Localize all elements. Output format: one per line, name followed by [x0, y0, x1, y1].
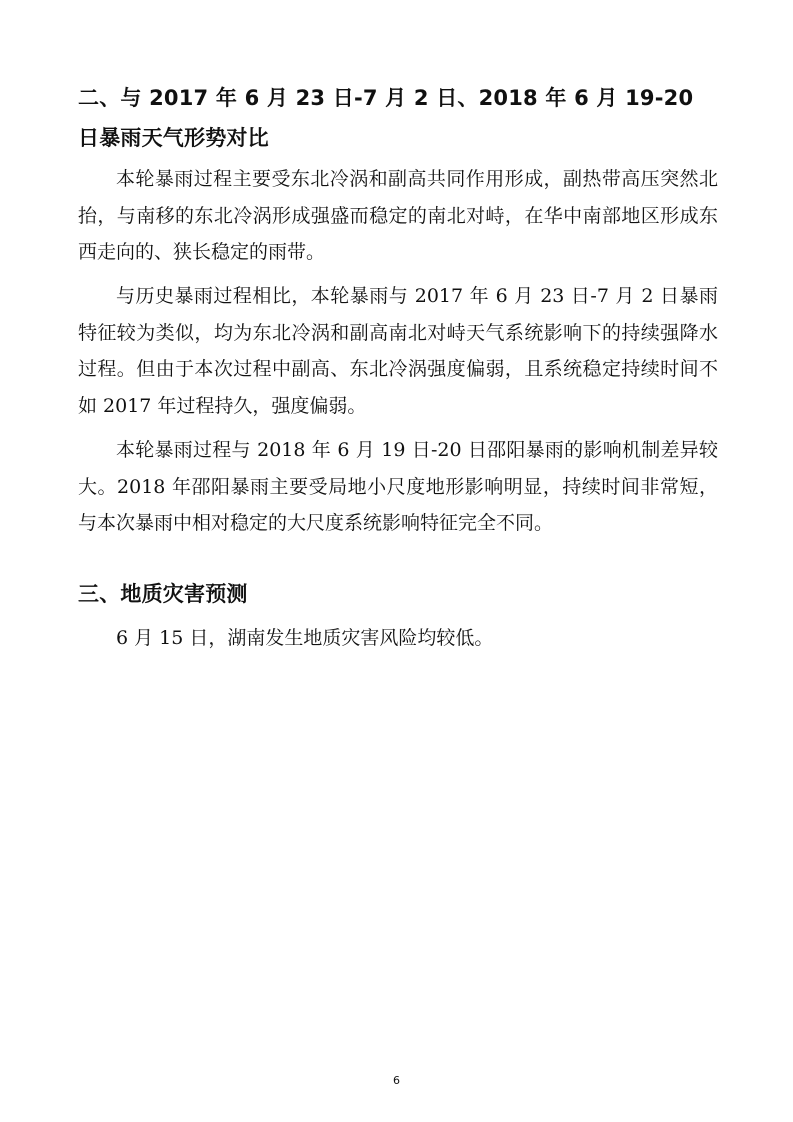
- section-two-paragraph-3: 本轮暴雨过程与 2018 年 6 月 19 日-20 日邵阳暴雨的影响机制差异较大。2018 年邵阳暴雨主要受局地小尺度地形影响明显，持续时间非常短，与本次暴雨中相对稳定的大尺度系统影响特征完全不同。: [78, 439, 718, 534]
- section-three-heading: 三、地质灾害预测: [78, 582, 248, 606]
- page-number: 6: [393, 1074, 400, 1087]
- section-two-paragraph-2: 与历史暴雨过程相比，本轮暴雨与 2017 年 6 月 23 日-7 月 2 日暴雨特征较为类似，均为东北冷涡和副高南北对峙天气系统影响下的持续强降水过程。但由于本次过程中副高、东北冷涡强度偏弱，且系统稳定持续时间不如 2017 年过程持久，强度偏弱。: [78, 285, 718, 417]
- section-three-paragraph-1: 6 月 15 日，湖南发生地质灾害风险均较低。: [116, 627, 494, 649]
- section-two-paragraph-1: 本轮暴雨过程主要受东北冷涡和副高共同作用形成，副热带高压突然北抬，与南移的东北冷涡形成强盛而稳定的南北对峙，在华中南部地区形成东西走向的、狭长稳定的雨带。: [78, 168, 718, 263]
- section-two-heading: 二、与 2017 年 6 月 23 日-7 月 2 日、2018 年 6 月 19-20 日暴雨天气形势对比: [78, 86, 694, 150]
